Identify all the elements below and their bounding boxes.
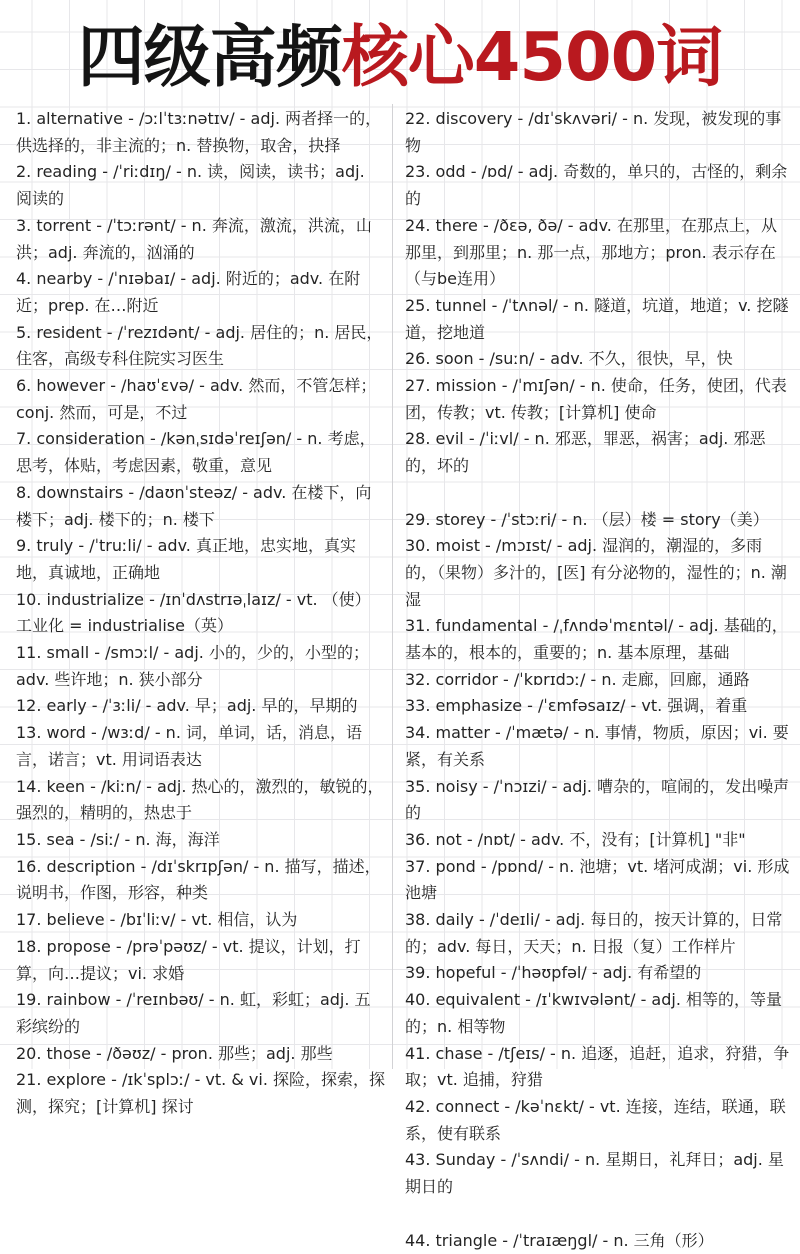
vocab-entry: 4. nearby - /ˈnɪəbaɪ/ - adj. 附近的；adv. 在附近；prep. 在…附近 [16, 266, 385, 319]
vocab-entry: 31. fundamental - /ˌfʌndəˈmɛntəl/ - adj. 基础的，基本的，根本的，重要的；n. 基本原理，基础 [405, 613, 792, 666]
vocab-entry: 27. mission - /ˈmɪʃən/ - n. 使命，任务，使团，代表团，传教；vt. 传教；[计算机] 使命 [405, 373, 792, 426]
vocab-entry: 29. storey - /ˈstɔːri/ - n. （层）楼 = story（美） [405, 507, 792, 534]
vocab-entry: 12. early - /ˈɜːli/ - adv. 早；adj. 早的，早期的 [16, 693, 385, 720]
vocab-entry: 28. evil - /ˈiːvl/ - n. 邪恶，罪恶，祸害；adj. 邪恶的，坏的 [405, 426, 792, 479]
vocab-entry: 43. Sunday - /ˈsʌndi/ - n. 星期日，礼拜日；adj. 星期日的 [405, 1147, 792, 1200]
vocab-entry: 16. description - /dɪˈskrɪpʃən/ - n. 描写，描述，说明书，作图，形容，种类 [16, 854, 385, 907]
vocab-entry: 17. believe - /bɪˈliːv/ - vt. 相信，认为 [16, 907, 385, 934]
vocab-entry: 19. rainbow - /ˈreɪnbəʊ/ - n. 虹，彩虹；adj. 五彩缤纷的 [16, 987, 385, 1040]
vocab-entry: 5. resident - /ˈrezɪdənt/ - adj. 居住的；n. 居民，住客，高级专科住院实习医生 [16, 320, 385, 373]
vocab-entry: 42. connect - /kəˈnɛkt/ - vt. 连接，连结，联通，联系，使有联系 [405, 1094, 792, 1147]
vocab-entry: 26. soon - /suːn/ - adv. 不久，很快，早，快 [405, 346, 792, 373]
vocab-entry: 22. discovery - /dɪˈskʌvəri/ - n. 发现，被发现的事物 [405, 106, 792, 159]
page-title-black: 四级高频 [78, 18, 342, 96]
vocab-entry: 44. triangle - /ˈtraɪæŋgl/ - n. 三角（形） [405, 1228, 792, 1254]
vocab-entry: 38. daily - /ˈdeɪli/ - adj. 每日的，按天计算的，日常的；adv. 每日，天天；n. 日报（复）工作样片 [405, 907, 792, 960]
vocab-entry: 30. moist - /mɔɪst/ - adj. 湿润的，潮湿的，多雨的，（果物）多汁的，[医] 有分泌物的，湿性的；n. 潮湿 [405, 533, 792, 613]
vocab-entry: 23. odd - /ɒd/ - adj. 奇数的，单只的，古怪的，剩余的 [405, 159, 792, 212]
page-title-red: 核心4500词 [342, 18, 722, 96]
vocab-entry: 35. noisy - /ˈnɔɪzi/ - adj. 嘈杂的，喧闹的，发出噪声的 [405, 774, 792, 827]
vocab-entry: 8. downstairs - /daʊnˈsteəz/ - adv. 在楼下，向楼下；adj. 楼下的；n. 楼下 [16, 480, 385, 533]
vocab-entry: 39. hopeful - /ˈhəʊpfəl/ - adj. 有希望的 [405, 960, 792, 987]
vocab-entry: 36. not - /nɒt/ - adv. 不，没有；[计算机] "非" [405, 827, 792, 854]
page-title [0, 0, 800, 104]
vocab-entry: 2. reading - /ˈriːdɪŋ/ - n. 读，阅读，读书；adj. 阅读的 [16, 159, 385, 212]
vocab-column-left [0, 104, 392, 1069]
vocab-entry: 21. explore - /ɪkˈsplɔː/ - vt. & vi. 探险，探索，探测，探究；[计算机] 探讨 [16, 1067, 385, 1120]
vocab-entry: 34. matter - /ˈmætə/ - n. 事情，物质，原因；vi. 要紧，有关系 [405, 720, 792, 773]
vocab-columns [0, 104, 800, 1069]
vocab-entry: 7. consideration - /kənˌsɪdəˈreɪʃən/ - n. 考虑，思考，体贴，考虑因素，敬重，意见 [16, 426, 385, 479]
vocab-entry: 3. torrent - /ˈtɔːrənt/ - n. 奔流，激流，洪流，山洪；adj. 奔流的，汹涌的 [16, 213, 385, 266]
column-divider [392, 104, 393, 1069]
vocab-entry: 33. emphasize - /ˈɛmfəsaɪz/ - vt. 强调，着重 [405, 693, 792, 720]
vocab-entry: 20. those - /ðəʊz/ - pron. 那些；adj. 那些 [16, 1041, 385, 1068]
vocab-entry: 13. word - /wɜːd/ - n. 词，单词，话，消息，语言，诺言；vt. 用词语表达 [16, 720, 385, 773]
vocab-entry: 14. keen - /kiːn/ - adj. 热心的，激烈的，敏锐的，强烈的，精明的，热忠于 [16, 774, 385, 827]
vocab-entry: 40. equivalent - /ɪˈkwɪvələnt/ - adj. 相等的，等量的；n. 相等物 [405, 987, 792, 1040]
vocab-entry: 10. industrialize - /ɪnˈdʌstrɪəˌlaɪz/ - vt. （使）工业化 = industrialise（英） [16, 587, 385, 640]
vocab-entry: 15. sea - /siː/ - n. 海，海洋 [16, 827, 385, 854]
vocab-entry: 9. truly - /ˈtruːli/ - adv. 真正地，忠实地，真实地，真诚地，正确地 [16, 533, 385, 586]
vocab-entry: 37. pond - /pɒnd/ - n. 池塘；vt. 堵河成湖；vi. 形成池塘 [405, 854, 792, 907]
vocab-entry: 11. small - /smɔːl/ - adj. 小的，少的，小型的；adv. 些许地；n. 狭小部分 [16, 640, 385, 693]
vocab-entry: 6. however - /haʊˈɛvə/ - adv. 然而，不管怎样；conj. 然而，可是，不过 [16, 373, 385, 426]
vocab-entry: 1. alternative - /ɔːlˈtɜːnətɪv/ - adj. 两者择一的，供选择的，非主流的；n. 替换物，取舍，抉择 [16, 106, 385, 159]
vocab-entry: 41. chase - /tʃeɪs/ - n. 追逐，追赶，追求，狩猎，争取；vt. 追捕，狩猎 [405, 1041, 792, 1094]
vocab-entry: 32. corridor - /ˈkɒrɪdɔː/ - n. 走廊，回廊，通路 [405, 667, 792, 694]
vocab-column-right [392, 104, 800, 1069]
vocab-entry: 25. tunnel - /ˈtʌnəl/ - n. 隧道，坑道，地道；v. 挖隧道，挖地道 [405, 293, 792, 346]
vocab-entry: 18. propose - /prəˈpəʊz/ - vt. 提议，计划，打算，向…提议；vi. 求婚 [16, 934, 385, 987]
vocab-entry: 24. there - /ðɛə, ðə/ - adv. 在那里，在那点上，从那里，到那里；n. 那一点，那地方；pron. 表示存在（与be连用） [405, 213, 792, 293]
